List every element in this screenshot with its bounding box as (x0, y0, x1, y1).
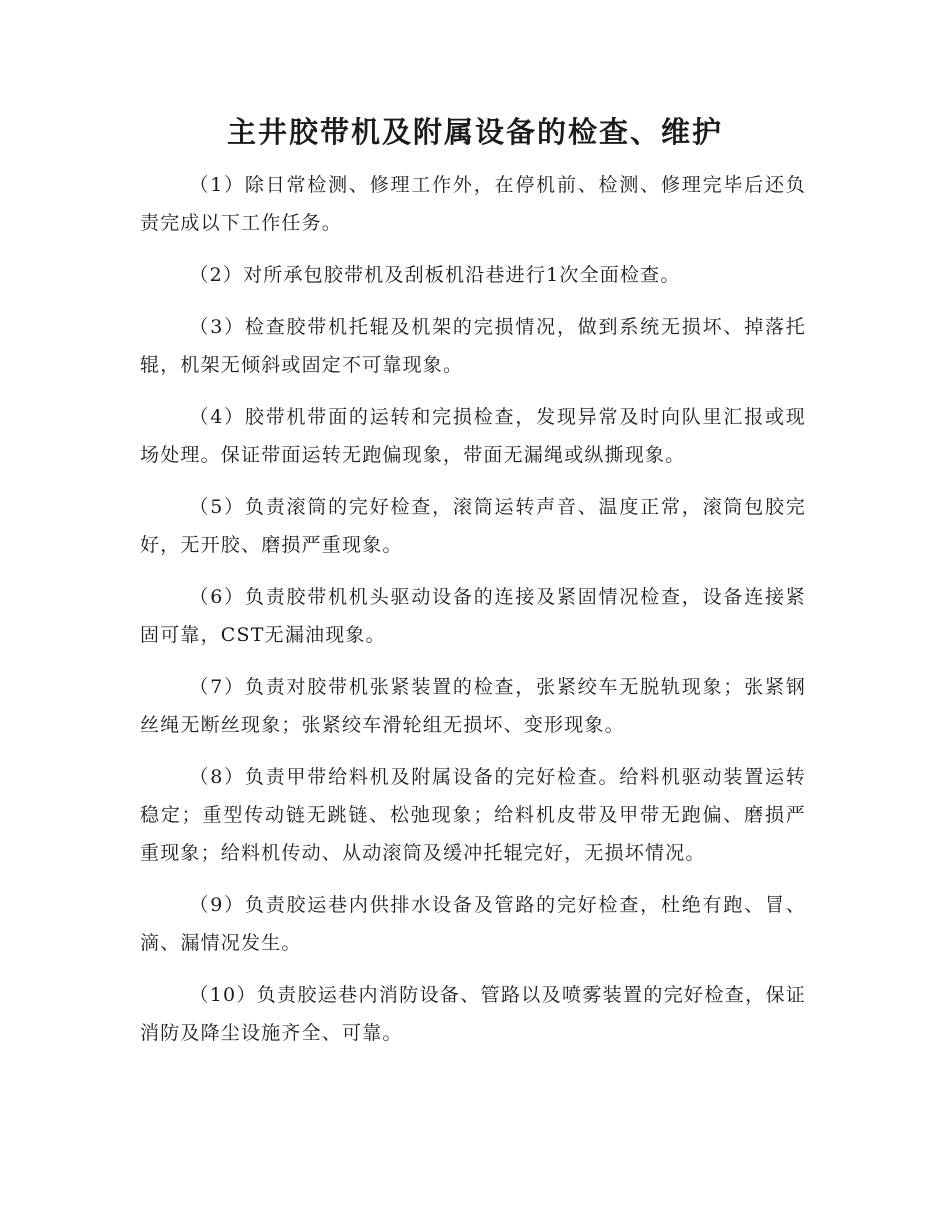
paragraph-1: （1）除日常检测、修理工作外，在停机前、检测、修理完毕后还负责完成以下工作任务。 (140, 174, 806, 234)
paragraph-9: （9）负责胶运巷内供排水设备及管路的完好检查，杜绝有跑、冒、滴、漏情况发生。 (140, 894, 806, 954)
paragraph-3: （3）检查胶带机托辊及机架的完损情况，做到系统无损坏、掉落托辊，机架无倾斜或固定不可靠现象。 (140, 316, 806, 376)
document-body (140, 166, 806, 1066)
paragraph-6: （6）负责胶带机机头驱动设备的连接及紧固情况检查，设备连接紧固可靠，CST无漏油现象。 (140, 586, 806, 646)
paragraph-7: （7）负责对胶带机张紧装置的检查，张紧绞车无脱轨现象；张紧钢丝绳无断丝现象；张紧绞车滑轮组无损坏、变形现象。 (140, 676, 806, 736)
paragraph-2: （2）对所承包胶带机及刮板机沿巷进行1次全面检查。 (189, 264, 681, 286)
document-title: 主井胶带机及附属设备的检查、维护 (226, 115, 723, 149)
paragraph-10: （10）负责胶运巷内消防设备、管路以及喷雾装置的完好检查，保证消防及降尘设施齐全、可靠。 (140, 984, 806, 1044)
paragraph-5: （5）负责滚筒的完好检查，滚筒运转声音、温度正常，滚筒包胶完好，无开胶、磨损严重现象。 (140, 496, 806, 556)
paragraph-4: （4）胶带机带面的运转和完损检查，发现异常及时向队里汇报或现场处理。保证带面运转无跑偏现象，带面无漏绳或纵撕现象。 (140, 406, 806, 466)
paragraph-8: （8）负责甲带给料机及附属设备的完好检查。给料机驱动装置运转稳定；重型传动链无跳链、松弛现象；给料机皮带及甲带无跑偏、磨损严重现象；给料机传动、从动滚筒及缓冲托辊完好，无损坏情况。 (140, 766, 806, 864)
